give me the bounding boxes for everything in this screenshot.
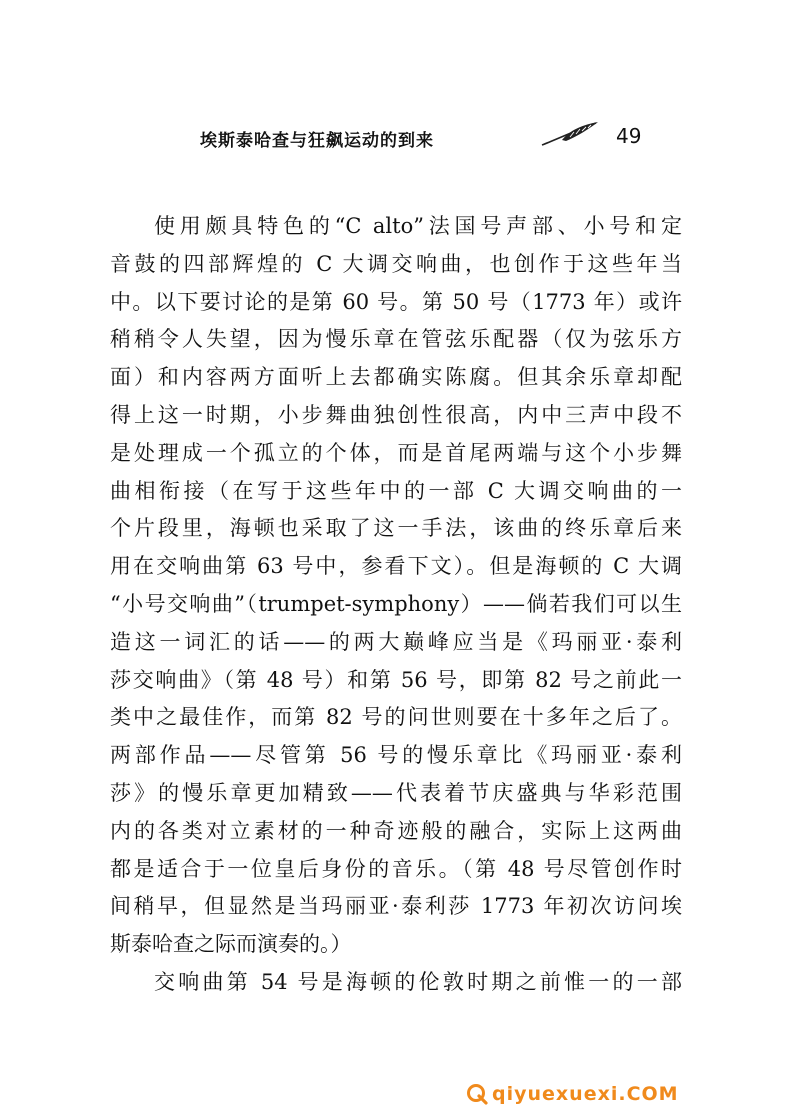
quill-icon [540, 120, 600, 148]
watermark [466, 1080, 776, 1108]
text-line: 造这一词汇的话——的两大巅峰应当是《玛丽亚·泰利 [110, 629, 682, 654]
text-line: 使用颇具特色的“C alto”法国号声部、小号和定 [154, 214, 682, 238]
q-logo-icon [466, 1083, 488, 1105]
text-line: 两部作品——尽管第 56 号的慢乐章比《玛丽亚·泰利 [110, 743, 682, 768]
text-line: 类中之最佳作，而第 82 号的问世则要在十多年之后了。 [110, 705, 682, 730]
text-line: 都是适合于一位皇后身份的音乐。（第 48 号尽管创作时 [110, 856, 682, 881]
text-line: 稍稍令人失望，因为慢乐章在管弦乐配器（仅为弦乐方 [110, 327, 682, 352]
text-line: 音鼓的四部辉煌的 C 大调交响曲，也创作于这些年当 [110, 251, 682, 276]
text-line: 交响曲第 54 号是海顿的伦敦时期之前惟一的一部 [154, 969, 682, 994]
text-line: 得上这一时期，小步舞曲独创性很高，内中三声中段不 [110, 402, 682, 427]
body-text [110, 208, 682, 1002]
text-line: 用在交响曲第 63 号中，参看下文）。但是海顿的 C 大调 [110, 554, 682, 579]
text-line: 间稍早，但显然是当玛丽亚·泰利莎 1773 年初次访问埃 [110, 894, 682, 919]
page-number: 49 [616, 124, 642, 148]
text-line: 个片段里，海顿也采取了这一手法，该曲的终乐章后来 [110, 516, 682, 541]
running-header [200, 120, 650, 152]
text-line: 莎交响曲》（第 48 号）和第 56 号，即第 82 号之前此一 [110, 667, 682, 692]
running-header-title: 埃斯泰哈查与狂飙运动的到来 [200, 131, 434, 151]
text-line: 莎》的慢乐章更加精致——代表着节庆盛典与华彩范围 [110, 780, 682, 805]
text-line: 斯泰哈查之际而演奏的。） [110, 932, 352, 957]
watermark-text: qiyuexuexi.COM [492, 1083, 679, 1105]
text-line: 曲相衔接（在写于这些年中的一部 C 大调交响曲的一 [110, 478, 682, 503]
text-line: “小号交响曲”（trumpet-symphony）——倘若我们可以生 [110, 591, 682, 616]
text-line: 中。以下要讨论的是第 60 号。第 50 号（1773 年）或许 [110, 289, 682, 314]
text-line: 面）和内容两方面听上去都确实陈腐。但其余乐章却配 [110, 365, 682, 390]
text-line: 是处理成一个孤立的个体，而是首尾两端与这个小步舞 [110, 440, 682, 465]
text-line: 内的各类对立素材的一种奇迹般的融合，实际上这两曲 [110, 818, 682, 843]
